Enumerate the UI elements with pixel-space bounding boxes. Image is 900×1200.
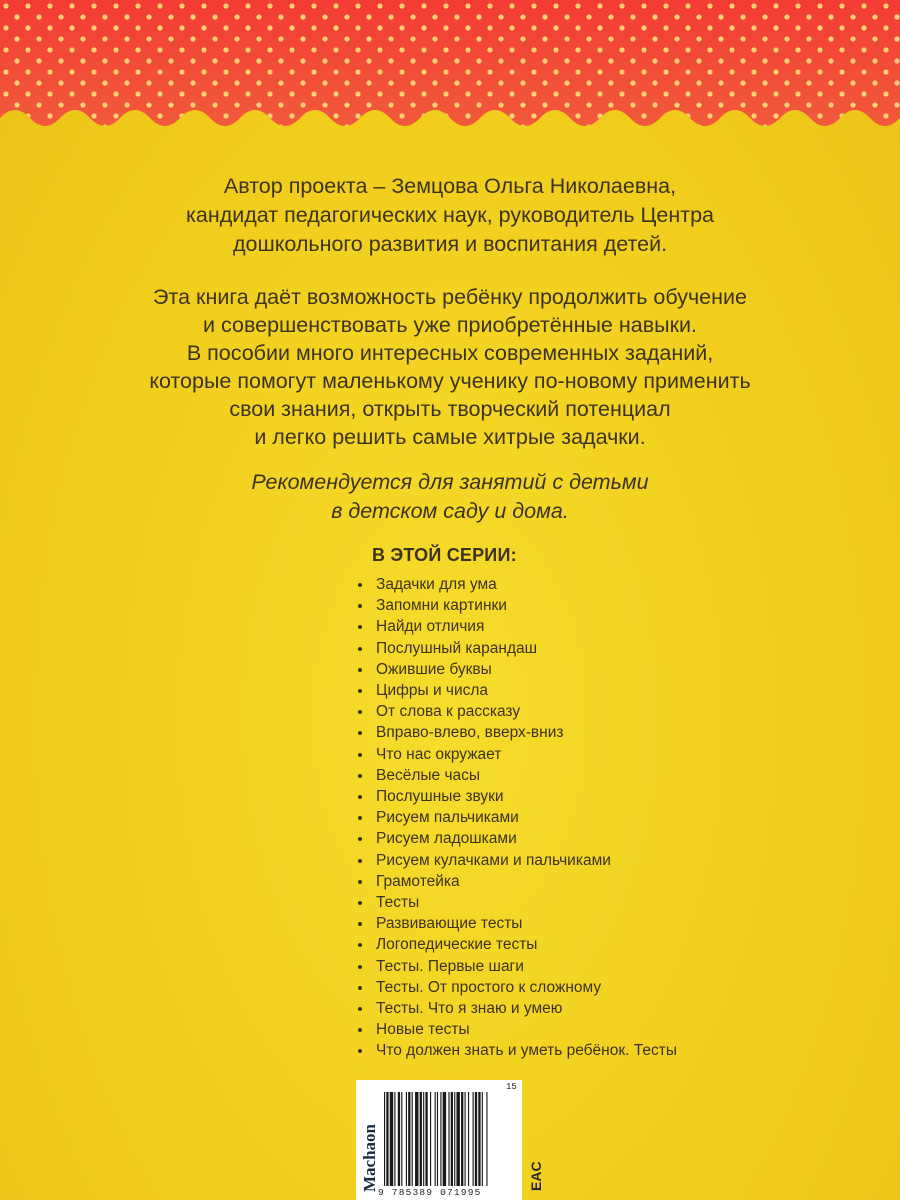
barcode-bar xyxy=(423,1092,424,1186)
barcode-bar xyxy=(461,1092,463,1186)
series-item: Вправо-влево, вверх-вниз xyxy=(356,722,677,743)
barcode-addon: 15 xyxy=(506,1082,517,1092)
barcode-bar xyxy=(451,1092,453,1186)
barcode-bar xyxy=(448,1092,449,1186)
barcode-bar xyxy=(473,1092,474,1186)
decorative-top-band xyxy=(0,0,900,150)
barcode-bar xyxy=(478,1092,480,1186)
series-item: Тесты. От простого к сложному xyxy=(356,977,677,998)
barcode-bar xyxy=(386,1092,388,1186)
series-item: Задачки для ума xyxy=(356,574,677,595)
series-item: Ожившие буквы xyxy=(356,659,677,680)
barcode-bar xyxy=(390,1092,393,1186)
series-item: Тесты. Что я знаю и умею xyxy=(356,998,677,1019)
barcode-bar xyxy=(408,1092,410,1186)
barcode-bar xyxy=(430,1092,431,1186)
description-line-1: Эта книга даёт возможность ребёнку продолжить обучение xyxy=(153,285,747,309)
barcode-bar xyxy=(425,1092,427,1186)
eac-mark-icon xyxy=(527,1158,545,1192)
author-line-2: кандидат педагогических наук, руководитель Центра xyxy=(185,203,715,227)
series-item: Тесты. Первые шаги xyxy=(356,956,677,977)
series-item: Запомни картинки xyxy=(356,595,677,616)
author-line-3: дошкольного развития и воспитания детей. xyxy=(232,232,668,256)
series-item: Развивающие тесты xyxy=(356,913,677,934)
series-item: Логопедические тесты xyxy=(356,934,677,955)
series-item: Что должен знать и уметь ребёнок. Тесты xyxy=(356,1040,677,1061)
barcode-bar xyxy=(440,1092,441,1186)
recommendation xyxy=(0,468,900,526)
series-item: Рисуем ладошками xyxy=(356,828,677,849)
barcode-bar xyxy=(394,1092,395,1186)
barcode-bar xyxy=(401,1092,402,1186)
barcode-bar xyxy=(420,1092,422,1186)
series-list xyxy=(356,574,677,1062)
recommendation-line-2: в детском саду и дома. xyxy=(331,499,569,523)
publisher-logo xyxy=(358,1080,380,1196)
barcode-bar xyxy=(398,1092,400,1186)
author-line-1: Автор проекта – Земцова Ольга Николаевна, xyxy=(223,174,677,198)
series-item: Что нас окружает xyxy=(356,744,677,765)
barcode-bars xyxy=(384,1092,518,1186)
series-item: Грамотейка xyxy=(356,871,677,892)
author-info xyxy=(0,172,900,259)
barcode-digits: 9 785389 071995 xyxy=(378,1187,482,1198)
svg-text:Machaon: Machaon xyxy=(360,1124,379,1192)
description-line-2: и совершенствовать уже приобретённые навыки. xyxy=(203,313,697,337)
description-line-3: В пособии много интересных современных заданий, xyxy=(186,341,714,365)
series-item: Послушные звуки xyxy=(356,786,677,807)
series-item: Новые тесты xyxy=(356,1019,677,1040)
series-item: Рисуем пальчиками xyxy=(356,807,677,828)
barcode-bar xyxy=(456,1092,459,1186)
series-item: Найди отличия xyxy=(356,616,677,637)
series-title: В ЭТОЙ СЕРИИ: xyxy=(372,545,517,565)
barcode-bar xyxy=(465,1092,466,1186)
barcode-bar xyxy=(412,1092,413,1186)
description-line-4: которые помогут маленькому ученику по-новому применить xyxy=(149,369,751,393)
series-item: Весёлые часы xyxy=(356,765,677,786)
barcode-bar xyxy=(384,1092,385,1186)
barcode-bar xyxy=(482,1092,483,1186)
series-item: Рисуем кулачками и пальчиками xyxy=(356,850,677,871)
barcode-bar xyxy=(475,1092,477,1186)
book-description xyxy=(0,283,900,451)
barcode-bar xyxy=(435,1092,436,1186)
barcode-bar xyxy=(443,1092,446,1186)
description-line-5: свои знания, открыть творческий потенциал xyxy=(229,397,671,421)
series-item: От слова к рассказу xyxy=(356,701,677,722)
series-item: Тесты xyxy=(356,892,677,913)
series-item: Послушный карандаш xyxy=(356,638,677,659)
description-line-6: и легко решить самые хитрые задачки. xyxy=(254,425,646,449)
barcode-bar xyxy=(415,1092,418,1186)
barcode-bar xyxy=(486,1092,487,1186)
barcode-bar xyxy=(437,1092,438,1186)
recommendation-line-1: Рекомендуется для занятий с детьми xyxy=(251,470,649,494)
svg-text:EAC: EAC xyxy=(528,1161,544,1191)
series-item: Цифры и числа xyxy=(356,680,677,701)
barcode-bar xyxy=(406,1092,407,1186)
barcode-bar xyxy=(454,1092,455,1186)
barcode-bar xyxy=(468,1092,469,1186)
